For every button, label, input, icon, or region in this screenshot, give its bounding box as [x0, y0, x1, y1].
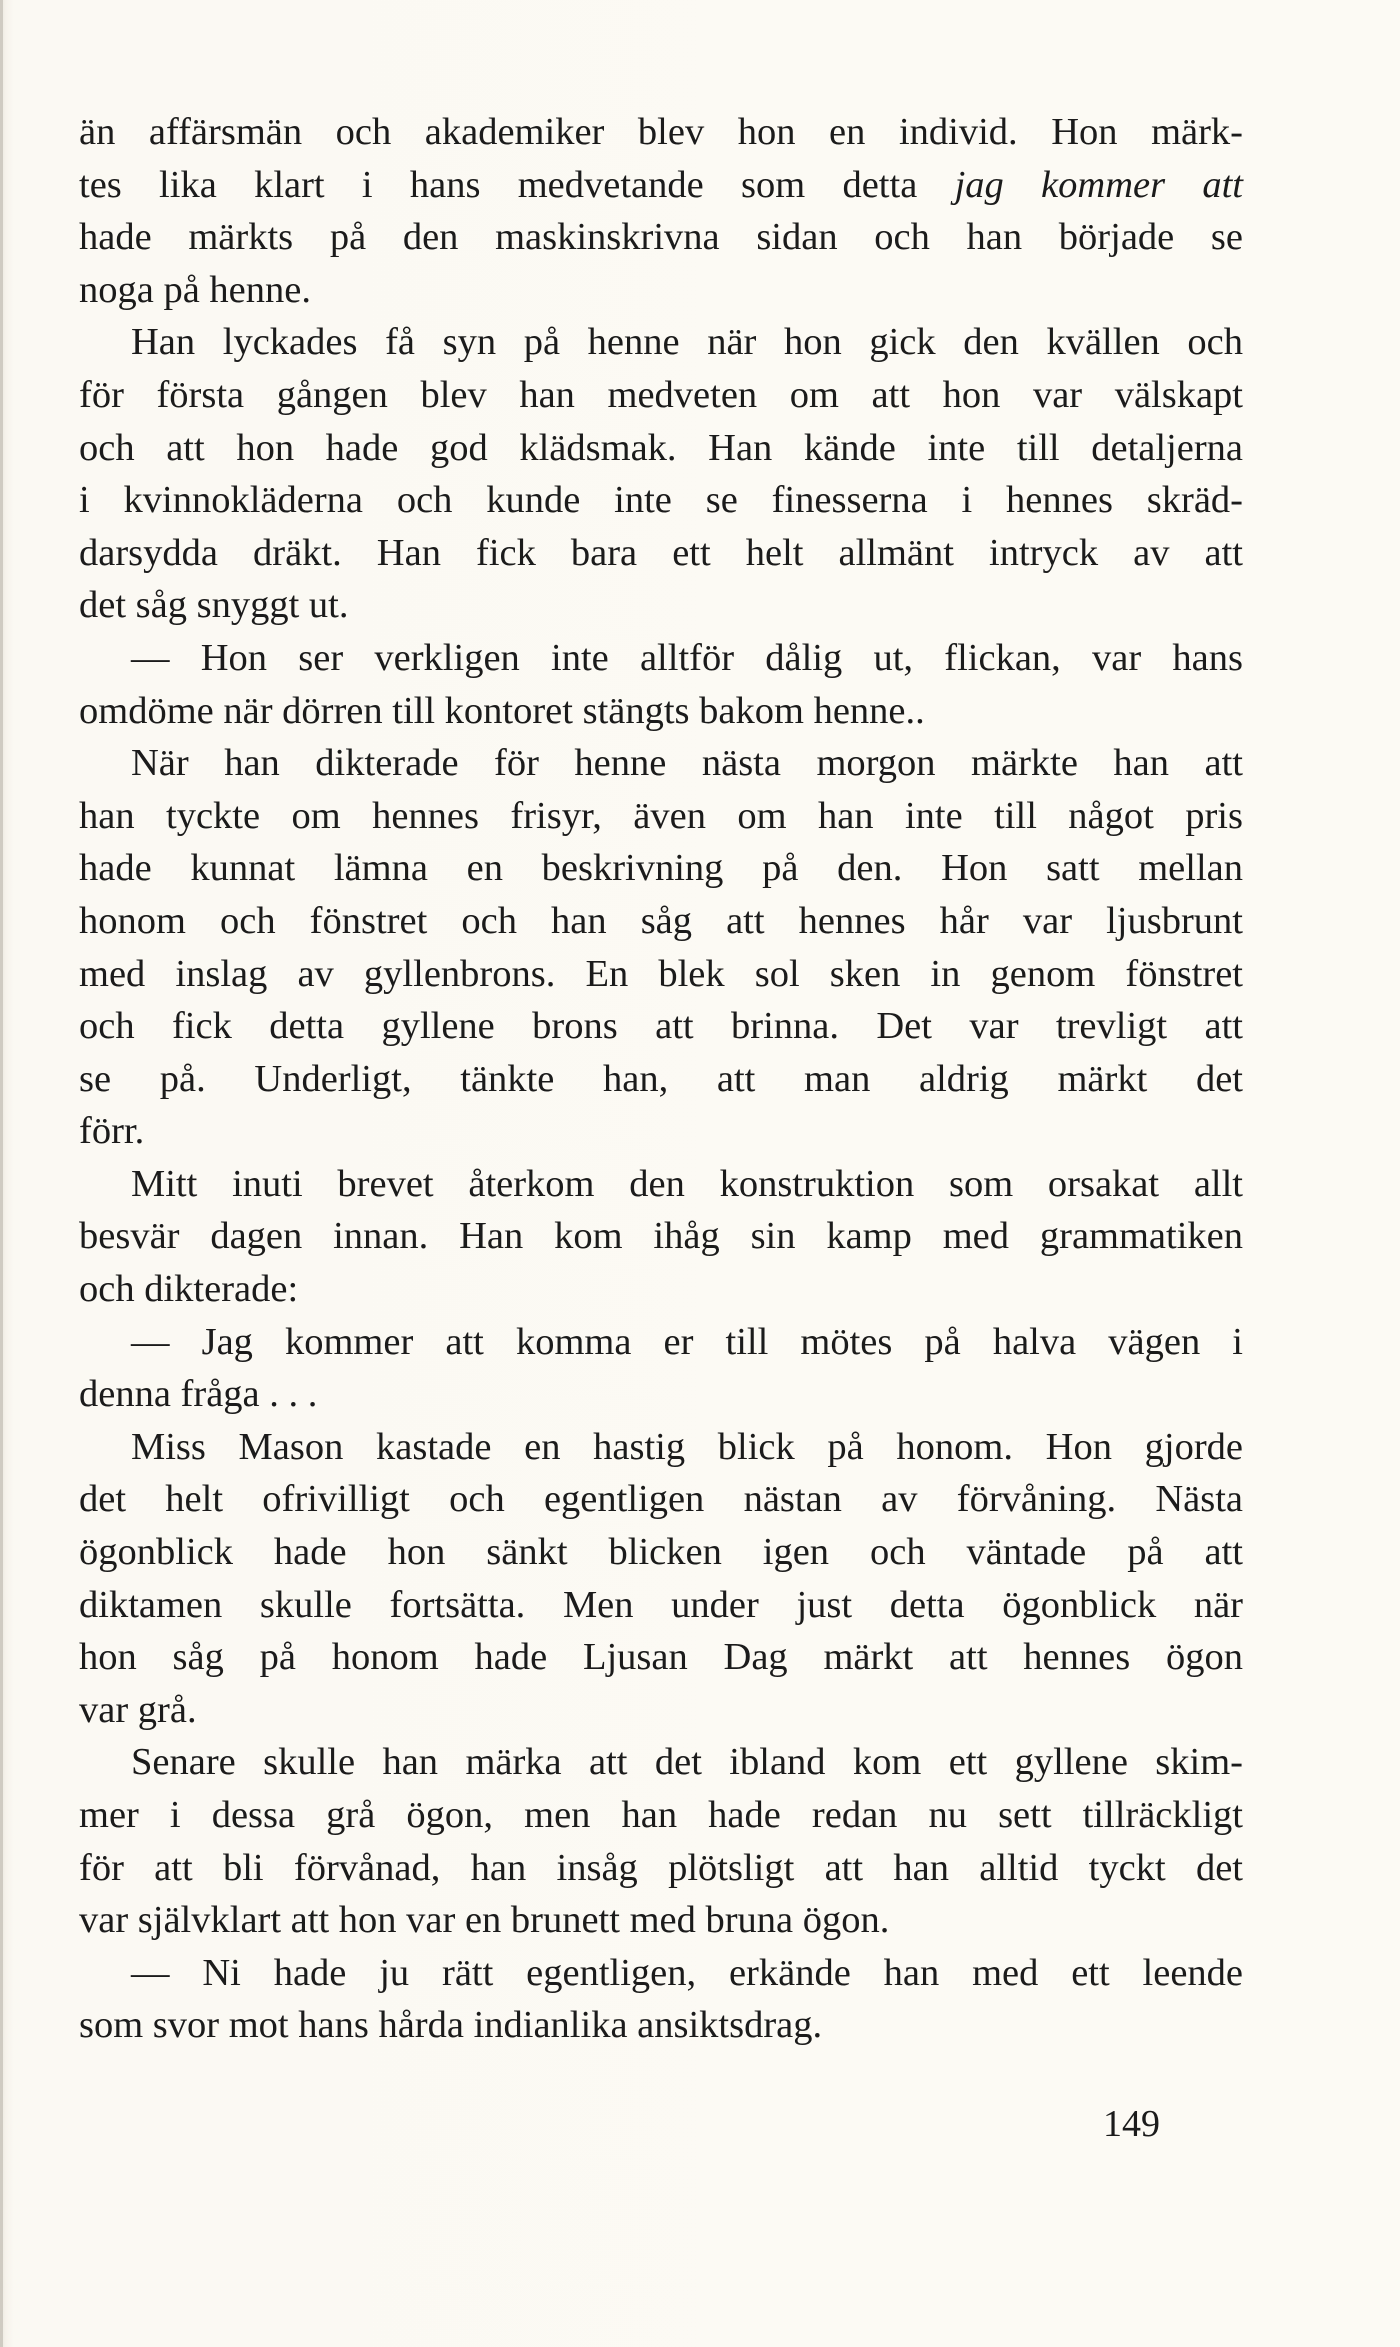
text-line: noga på henne. — [79, 268, 311, 311]
text-line: Senare skulle han märka att det ibland kom ett gyllene skim- — [131, 1741, 1243, 1784]
text-line: honom och fönstret och han såg att hennes hår var ljusbrunt — [79, 899, 1243, 942]
text-line: än affärsmän och akademiker blev hon en individ. Hon märk- — [79, 111, 1243, 153]
text-line: Han lyckades få syn på henne när hon gick den kvällen och — [131, 321, 1243, 364]
italic-text: jag kommer att — [954, 163, 1243, 206]
page-number: 149 — [1103, 2103, 1160, 2145]
text-line: Mitt inuti brevet återkom den konstruktion som orsakat allt — [131, 1162, 1243, 1205]
text-line: förr. — [79, 1110, 145, 1153]
text-line: med inslag av gyllenbrons. En blek sol sken in genom fönstret — [79, 952, 1243, 995]
text-line: — Hon ser verkligen inte alltför dålig ut, flickan, var hans — [131, 636, 1243, 679]
paragraph — [79, 106, 1243, 316]
text-line: omdöme när dörren till kontoret stängts bakom henne.. — [79, 689, 925, 732]
text-line: han tyckte om hennes frisyr, även om han inte till något pris — [79, 794, 1243, 837]
text-line: det såg snyggt ut. — [79, 584, 349, 627]
text-line: diktamen skulle fortsätta. Men under just detta ögonblick när — [79, 1583, 1243, 1626]
text-line: och fick detta gyllene brons att brinna. Det var trevligt att — [79, 1005, 1243, 1048]
text-line: Miss Mason kastade en hastig blick på honom. Hon gjorde — [131, 1425, 1243, 1468]
paragraph — [79, 632, 1243, 737]
text-line: — Ni hade ju rätt egentligen, erkände han med ett leende — [131, 1951, 1243, 1994]
text-line: denna fråga . . . — [79, 1373, 318, 1416]
paragraph — [79, 316, 1243, 632]
text-line: darsydda dräkt. Han fick bara ett helt allmänt intryck av att — [79, 531, 1243, 574]
paragraph — [79, 1316, 1243, 1421]
text-line: i kvinnokläderna och kunde inte se finesserna i hennes skräd- — [79, 479, 1243, 522]
text-line: och att hon hade god klädsmak. Han kände inte till detaljerna — [79, 426, 1243, 469]
text-line: hon såg på honom hade Ljusan Dag märkt att hennes ögon — [79, 1636, 1243, 1679]
text-line: för att bli förvånad, han insåg plötsligt att han alltid tyckt det — [79, 1846, 1243, 1889]
text-line: När han dikterade för henne nästa morgon märkte han att — [131, 742, 1243, 785]
body-text — [79, 106, 1243, 2052]
text-line: tes lika klart i hans medvetande som detta jag kommer att — [79, 163, 1243, 206]
text-line: hade kunnat lämna en beskrivning på den. Hon satt mellan — [79, 847, 1243, 890]
text-line: för första gången blev han medveten om att hon var välskapt — [79, 373, 1243, 416]
text-line: hade märkts på den maskinskrivna sidan och han började se — [79, 216, 1243, 259]
text-line: var grå. — [79, 1688, 197, 1731]
text-line: se på. Underligt, tänkte han, att man aldrig märkt det — [79, 1057, 1243, 1100]
paragraph — [79, 1421, 1243, 1737]
text-line: — Jag kommer att komma er till mötes på halva vägen i — [131, 1320, 1243, 1363]
text-line: var självklart att hon var en brunett med bruna ögon. — [79, 1899, 890, 1942]
text-line: och dikterade: — [79, 1268, 299, 1311]
paragraph — [79, 1947, 1243, 2052]
text-line: mer i dessa grå ögon, men han hade redan nu sett tillräckligt — [79, 1794, 1243, 1836]
paragraph — [79, 1158, 1243, 1316]
paragraph — [79, 737, 1243, 1158]
paragraph — [79, 1736, 1243, 1946]
text-line: som svor mot hans hårda indianlika ansiktsdrag. — [79, 2004, 823, 2047]
text-line: besvär dagen innan. Han kom ihåg sin kamp med grammatiken — [79, 1215, 1243, 1258]
page-edge — [0, 0, 3, 2347]
text-line: ögonblick hade hon sänkt blicken igen och väntade på att — [79, 1531, 1243, 1574]
text-line: det helt ofrivilligt och egentligen nästan av förvåning. Nästa — [79, 1478, 1243, 1521]
